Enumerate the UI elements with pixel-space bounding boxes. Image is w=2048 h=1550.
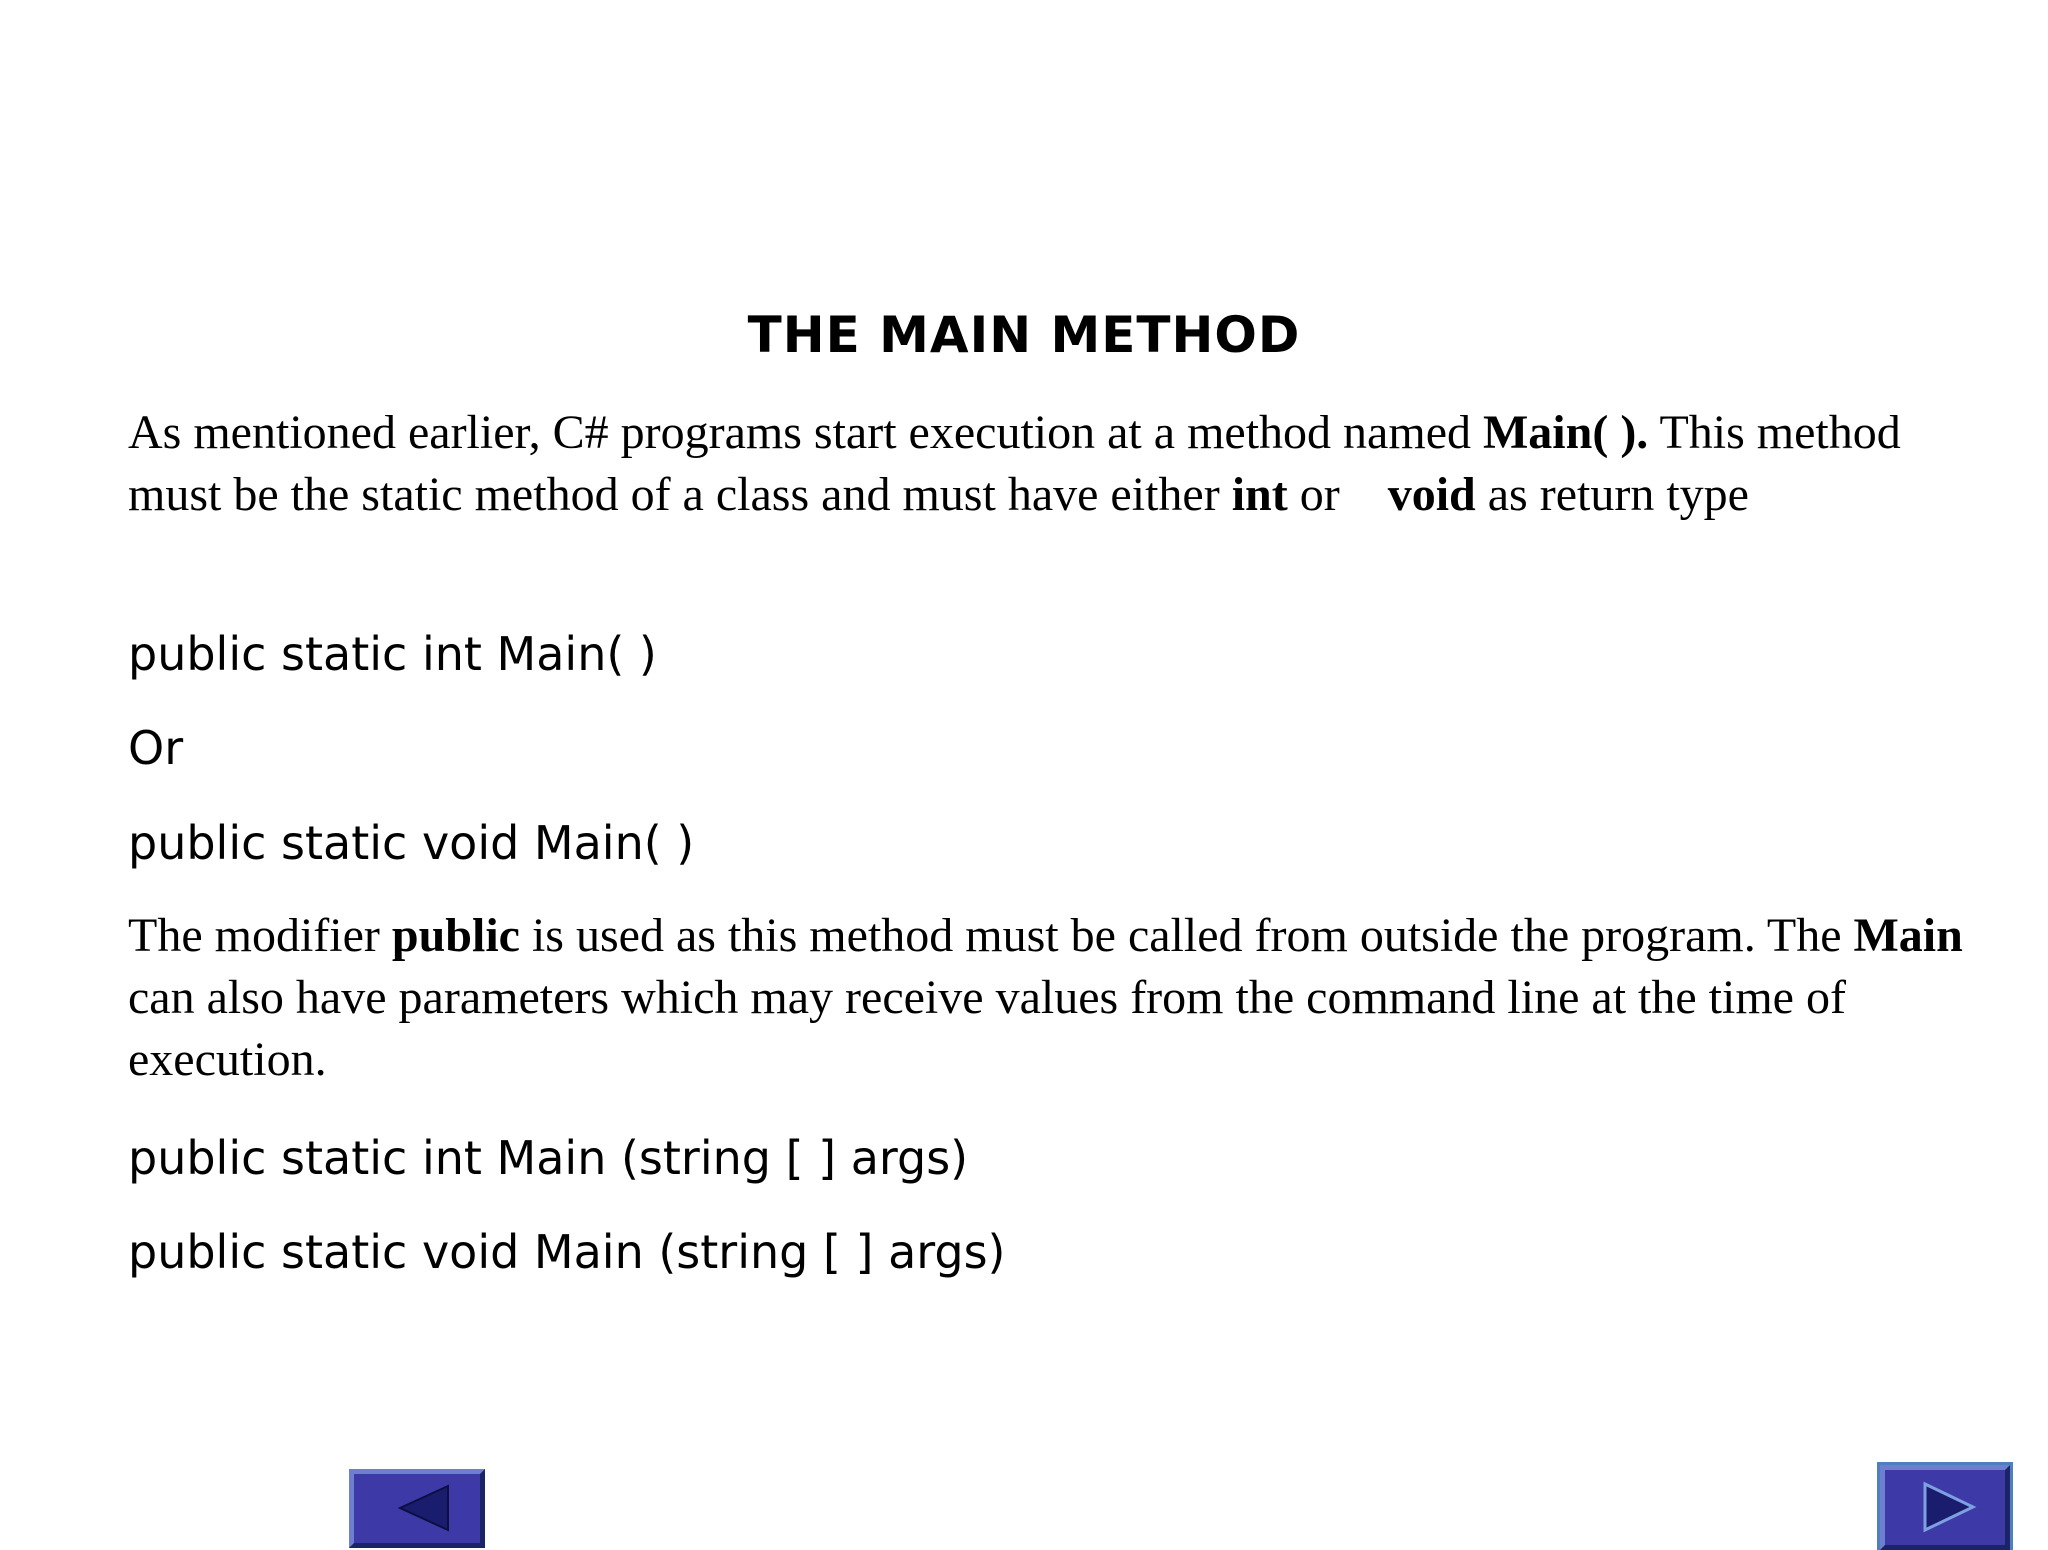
slide-title: THE MAIN METHOD [747, 306, 1301, 364]
intro-text-1: As mentioned earlier, C# programs start execution at a method named [128, 406, 1483, 459]
intro-text-2: This method must be the static method of a class and must have either [128, 406, 1901, 521]
right-triangle-icon [1885, 1470, 2005, 1545]
int-keyword: int [1231, 468, 1288, 521]
code-line-void-main: public static void Main( ) [128, 816, 695, 870]
modifier-text-2: is used as this method must be called from outside the program. The [519, 909, 1854, 962]
code-line-int-main-args: public static int Main (string [ ] args) [128, 1131, 969, 1185]
next-slide-button[interactable] [1880, 1465, 2010, 1550]
code-line-void-main-args: public static void Main (string [ ] args) [128, 1225, 1006, 1279]
left-triangle-icon [354, 1474, 480, 1543]
modifier-text-3: can also have parameters which may receive values from the command line at the time of execution. [128, 971, 1846, 1086]
intro-text-4: as return type [1475, 468, 1749, 521]
previous-slide-button[interactable] [349, 1469, 485, 1548]
intro-text-3: or [1287, 468, 1340, 521]
void-keyword: void [1387, 468, 1476, 521]
modifier-text-1: The modifier [128, 909, 392, 962]
or-label: Or [128, 721, 184, 775]
intro-paragraph [128, 402, 1978, 526]
public-keyword: public [391, 909, 520, 962]
main-keyword-2: Main [1853, 909, 1963, 962]
modifier-paragraph [128, 905, 1978, 1091]
code-line-int-main: public static int Main( ) [128, 627, 657, 681]
main-keyword: Main( ). [1483, 406, 1649, 459]
